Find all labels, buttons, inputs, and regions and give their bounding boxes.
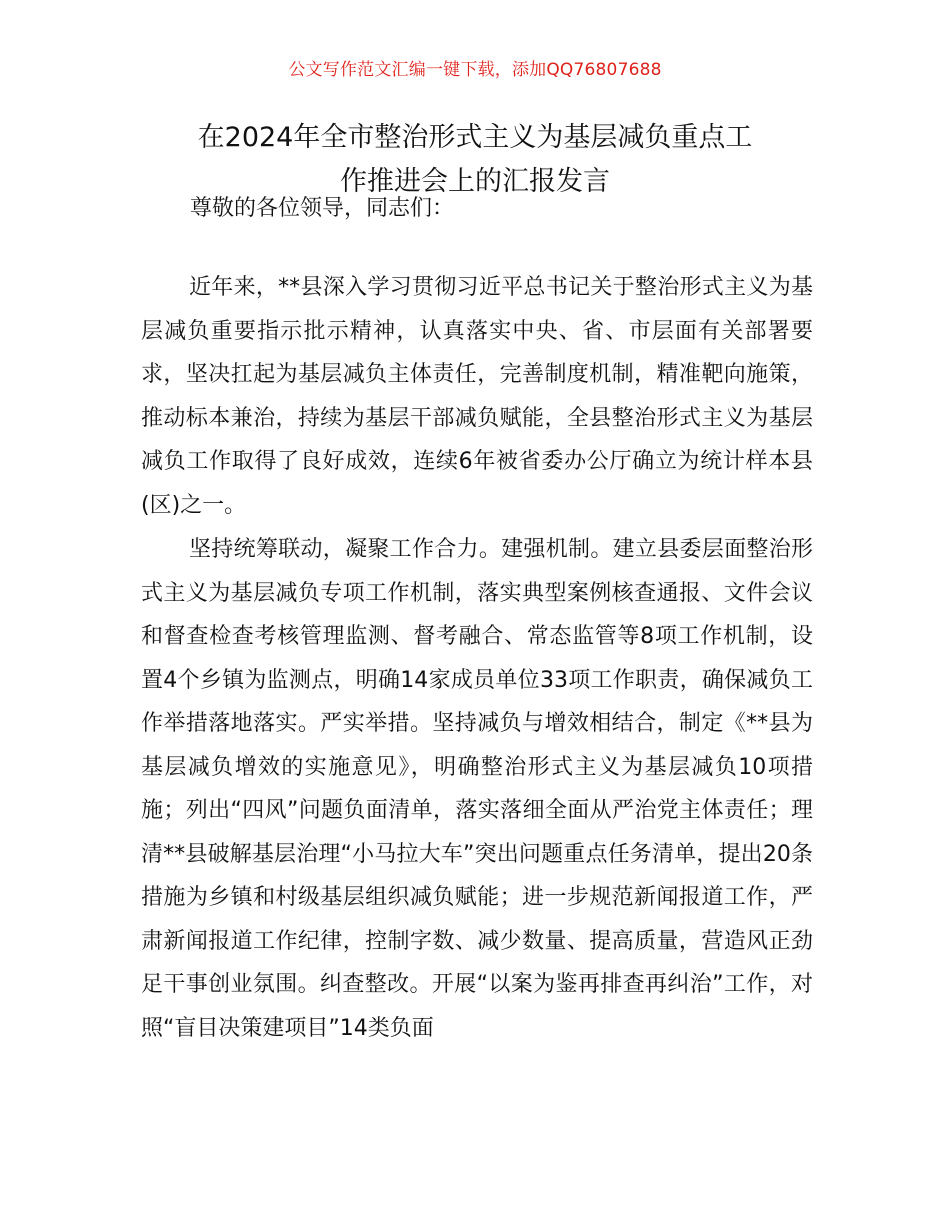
paragraph-intro: 近年来，**县深入学习贯彻习近平总书记关于整治形式主义为基层减负重要指示批示精神，认真落实中央、省、市层面有关部署要求，坚决扛起为基层减负主体责任，完善制度机制，精准靶向施策，推动标本兼治，持续为基层干部减负赋能，全县整治形式主义为基层减负工作取得了良好成效，连续6年被省委办公厅确立为统计样本县(区)之一。 (141, 275, 813, 518)
title-line-2: 作推进会上的汇报发言 (340, 166, 610, 197)
paragraph-coordination: 坚持统筹联动，凝聚工作合力。建强机制。建立县委层面整治形式主义为基层减负专项工作机制，落实典型案例核查通报、文件会议和督查检查考核管理监测、督考融合、常态监管等8项工作机制，设置4个乡镇为监测点，明确14家成员单位33项工作职责，确保减负工作举措落地落实。严实举措。坚持减负与增效相结合，制定《**县为基层减负增效的实施意见》，明确整治形式主义为基层减负10项措施；列出“四风”问题负面清单，落实落细全面从严治党主体责任；理清**县破解基层治理“小马拉大车”突出问题重点任务清单，提出20条措施为乡镇和村级基层组织减负赋能；进一步规范新闻报道工作，严肃新闻报道工作纪律，控制字数、减少数量、提高质量，营造风正劲足干事创业氛围。纠查整改。开展“以案为鉴再排查再纠治”工作，对照“盲目决策建项目”14类负面 (141, 537, 813, 1041)
download-promo-header: 公文写作范文汇编一键下载，添加QQ76807688 (288, 60, 662, 80)
salutation: 尊敬的各位领导，同志们： (190, 196, 455, 221)
title-line-1: 在2024年全市整治形式主义为基层减负重点工 (197, 122, 753, 153)
